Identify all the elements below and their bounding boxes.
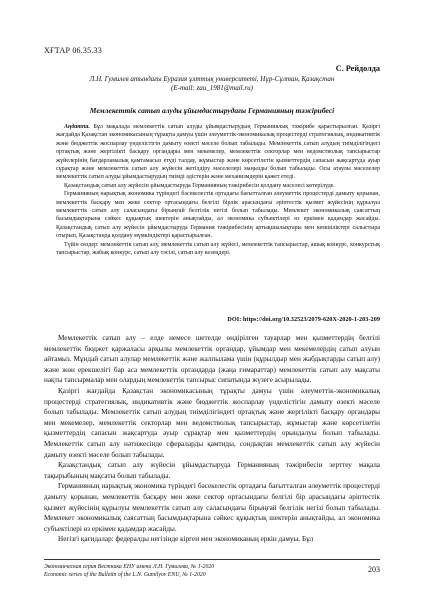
author-affiliation: [44, 75, 380, 93]
page-number: 203: [368, 565, 380, 574]
doi-link[interactable]: DOI: https://doi.org/10.32523/2079-620X-2020-1-203-209: [227, 316, 380, 323]
abstract-block: [56, 123, 380, 258]
affiliation-line: Л.Н. Гумилев атындағы Еуразия ұлттық университеті, Нұр-Сұлтан, Қазақстан: [89, 75, 335, 83]
abstract-paragraph: Қазақстандық сатып алу жүйесін ұйымдастыруда Германияның тәжірибесін қолдану мәселесі көтерілуде.: [64, 182, 335, 189]
author-name: С. Рейдолда: [335, 64, 380, 73]
journal-citation: [44, 563, 214, 579]
page-footer: [44, 559, 380, 590]
body-text: [44, 333, 380, 545]
article-title: Мемлекеттік сатып алуды ұйымдастырудағы Германияның тәжірибесі: [89, 106, 335, 115]
xftar-code: ХҒТАР 06.35.33: [44, 46, 102, 55]
body-paragraph: Негізгі қағидалар: федералды негізінде кірген мен экономиканың еркін дамуы. Бұл: [58, 535, 314, 544]
abstract-paragraph: Германияның нарықтық экономика түріндегі бәсекелестік ортадағы бағытталған әлеуметтік процестерді дамыту қорынан, мемлекеттік басқару мен жеке сектор ортасындағы белгілі бірлік арасындағы әріптестік қызмет жүйесінің құрылуы мемлекеттік сатып алу саласындағы бірыңғай белгілік негізі болып табылады. Мемлекет экономикалық саясаттың басымдықтарына сәйкес құқықтық шектерін анықтайды, ал экономика субъектілері өз еркімен қадамдар жасайды. Қазақстандық сатып алу жүйесін ұйымдастыруда Германия тәжірибесінің артықшылықтары мен кемшіліктері салыстыра отырып, Қазақстанда қолдану мүмкіндіктері қарастырылған.: [56, 191, 380, 240]
body-paragraph: Қазіргі жағдайда Қазақстан экономикасының тұрақты дамуы үшін әлеуметтік-экономикалық процестерді стратегиялық, индикативтік және бюджеттік жоспарлау үнделістігін дамыту өзекті мәселе болып табылады. Мемлекеттік сатып алудың тиімділігіндегі ортақтық және жергілікті басқару органдары мен мекемелер, мемлекеттік секторлар мен ведомстволық тапсырыстар, жұмыстар және көрсетілетін қызметтердің сапасын жақсартуда ауыр сұрақтар мен қызметтердің орындалуы болып табылады. Мемлекеттік сатып алу нәтижесінде сфераларды қамтиды, сондықтан мемлекеттік сатып алу жүйесін дамыту өзекті мәселе болып табылады.: [44, 386, 380, 459]
body-paragraph: Қазақстандық сатып алу жүйесін ұйымдастыруда Германияның тәжірибесін зерттеу мақала тақырыбының мақсаты болып табылады.: [44, 461, 380, 480]
body-paragraph: Германияның нарықтық экономика түріндегі бәсекелестік ортадағы бағытталған әлеуметтік процестерді дамыту қорынан, мемлекеттік басқару мен жеке сектор ортасындағы белгілі бір арасындағы әріптестік қызмет жүйесінің құрылуы мемлекеттік сатып алу саласындағы бірыңғай белгілік негізі болып табылады. Мемлекет экономикалық саясаттың басымдықтарына сәйкес құқықтық шектерін анықтайды, ал экономика субъектілері өз еркімен қадамдар жасайды.: [44, 482, 380, 533]
abstract-paragraph: [56, 123, 380, 182]
abstract-lead: Аңдатпа.: [64, 124, 90, 130]
abstract-text: Бұл мақалада мемлекеттік сатып алуды ұйымдастырудың Германиялық тәжірибе қарастырылған. Қазіргі жағдайда Қазақстан экономикасының тұрақты дамуы үшін әлеуметтік-экономикалық процестерді стратегиялық, индикативтік және бюджеттік жоспарлау үнделістігін дамыту өзекті мәселе болып табылады. Мемлекеттік сатып алудың тиімділігіндегі ортақтық және жергілікті басқару органдары мен мекемелер, мемлекеттік секторлар мен ведомстволық тапсырыстар жүйелерінің бағдарламалық қамтамасыз етуді талдау, жұмыстар және көрсетілетін қызметтердің сапасын жақсартуда ауыр сұрақтар және мемлекеттік сатып алу жүйесін жетілдіру мәселелері маңызды болып табылады. Осы атаулы мәселелер мемлекеттік сатып алуды ұйымдастырудың тиімді әдістерін және механизмдерін қажет етеді.: [56, 124, 380, 181]
journal-line-en: Economic series of the Bulletin of the L.N. Gumilyov ENU, № 1-2020: [44, 572, 206, 578]
body-paragraph: Мемлекеттік сатып алу – елде немесе шетелде өндірілген тауарлар мен қызметтердің белгілі мемлекеттік бюджет қаржаласы арқылы мемлекеттік органдар, ұйымдар мен мекемелердің сатып алуын айтамыз. Мұндай сатып алулар мемлекеттік және жалпылама үшін (құрылдыр мен жабдықтарды сатып алу) және жөн ерекшелігі бар аса мемлекеттік органдарда (жаңа ғимараттар) мемлекеттік сатып алу мақсаты нақты тапсырмалар мен олардың мемлекеттік тапсырыс сипатында жүзеге асырылады.: [44, 334, 380, 385]
journal-line-ru: Экономическая серия Вестника ЕНУ имени Л.Н. Гумилева, № 1-2020: [44, 564, 215, 570]
keywords: Түйін сөздер: мемлекеттік сатып алу, мемлекеттік сатып алу жүйесі, мемлекеттік тапсырыстар, ашық конкурс, конкурстық тапсырыстар, жабық конкурс, сатып алу тәсілі, сатып алу кезеңдері.: [56, 241, 380, 257]
affiliation-email: (E-mail: zau_1981@mail.ru): [171, 84, 253, 92]
